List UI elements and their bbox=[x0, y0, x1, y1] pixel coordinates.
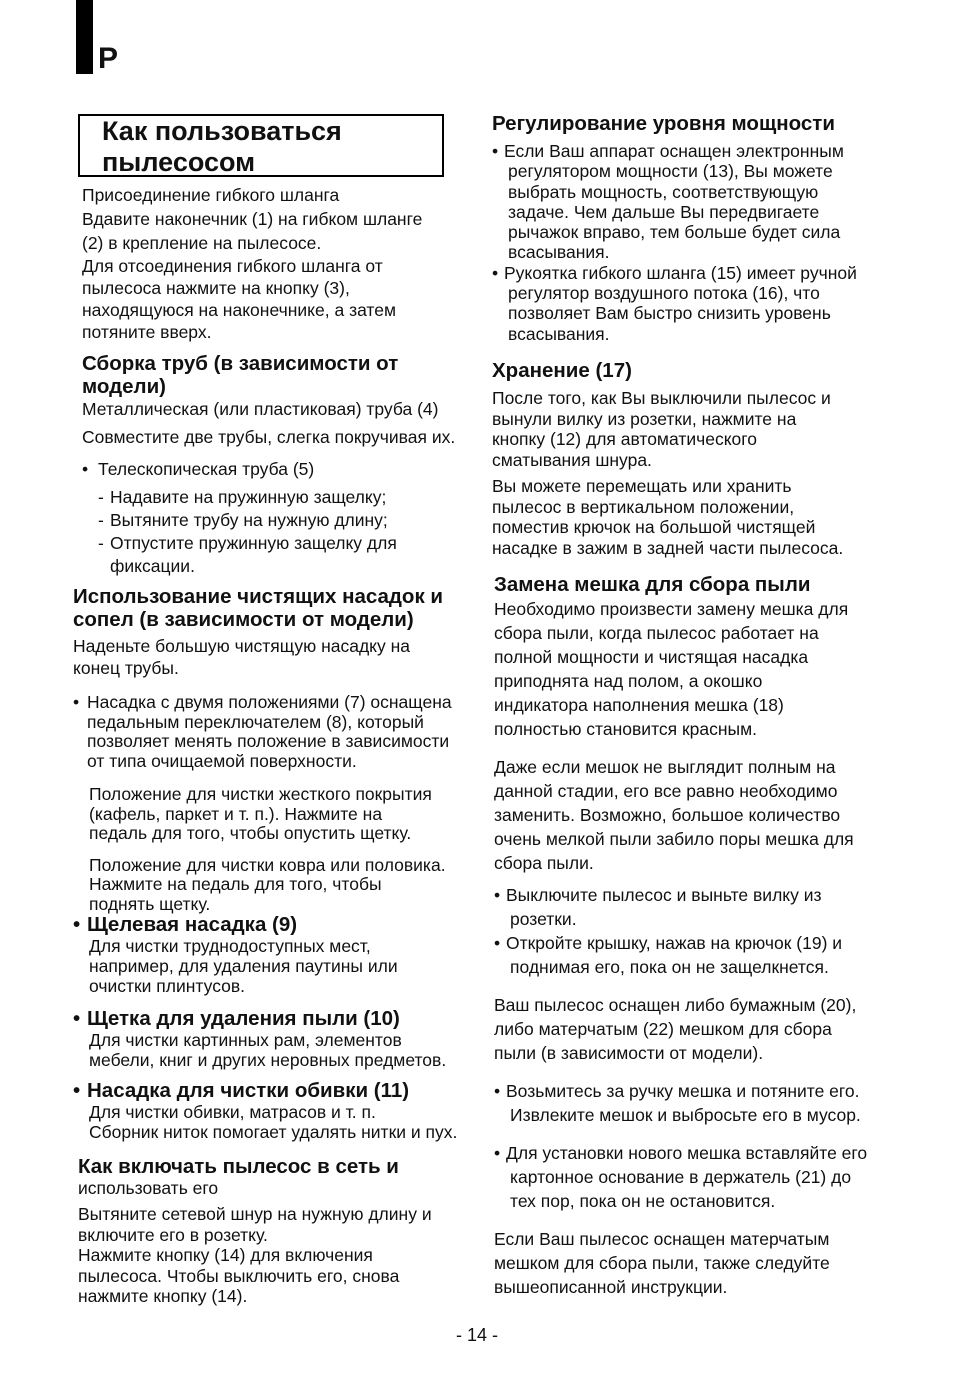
list-item: • Рукоятка гибкого шланга (15) имеет ручной bbox=[492, 263, 882, 283]
upholstery-line: Сборник ниток помогает удалять нитки и пух. bbox=[89, 1122, 458, 1142]
power-section bbox=[78, 1155, 473, 1307]
list-item-continuation: розетки. bbox=[510, 909, 577, 929]
tubes-section bbox=[82, 352, 474, 578]
storage-line: Вы можете перемещать или хранить bbox=[492, 476, 792, 496]
list-item-continuation: регулятором мощности (13), Вы можете bbox=[508, 161, 833, 182]
storage-line: пылесос в вертикальном положении, bbox=[492, 496, 795, 517]
power-line: включите его в розетку. bbox=[78, 1224, 268, 1245]
bag-line: Ваш пылесос оснащен либо бумажным (20), bbox=[494, 995, 857, 1015]
section-title-box bbox=[78, 114, 444, 177]
tubes-line: Металлическая (или пластиковая) труба (4) bbox=[82, 399, 439, 419]
suction-heading: Регулирование уровня мощности bbox=[492, 112, 835, 135]
bag-line: данной стадии, его все равно необходимо bbox=[494, 781, 838, 801]
position-carpet: Нажмите на педаль для того, чтобы bbox=[89, 874, 382, 894]
list-item-continuation: педальным переключателем (8), который bbox=[87, 711, 424, 732]
bag-line: Необходимо произвести замену мешка для bbox=[494, 599, 849, 619]
bag-line: вышеописанной инструкции. bbox=[494, 1277, 728, 1297]
bag-line: сбора пыли. bbox=[494, 853, 594, 873]
tubes-heading: Сборка труб (в зависимости от bbox=[82, 352, 399, 375]
bag-line: полной мощности и чистящая насадка bbox=[494, 647, 809, 667]
bag-line: либо матерчатым (22) мешком для сбора bbox=[494, 1019, 832, 1039]
position-carpet: поднять щетку. bbox=[89, 893, 211, 914]
power-subheading: использовать его bbox=[78, 1178, 219, 1198]
crevice-heading: • Щелевая насадка (9) bbox=[73, 913, 473, 936]
storage-line: сматывания шнура. bbox=[492, 449, 652, 470]
list-item-continuation: от типа очищаемой поверхности. bbox=[87, 750, 357, 771]
bag-line: Даже если мешок не выглядит полным на bbox=[494, 757, 836, 777]
hose-line: Присоединение гибкого шланга bbox=[82, 185, 340, 205]
storage-heading: Хранение (17) bbox=[492, 359, 632, 382]
hose-line: потяните вверх. bbox=[82, 322, 212, 342]
bag-line: очень мелкой пыли забило поры мешка для bbox=[494, 829, 854, 849]
list-item-continuation: позволяет менять положение в зависимости bbox=[87, 731, 450, 751]
page-title-line-1: Как пользоваться bbox=[102, 116, 342, 146]
bag-line: пыли (в зависимости от модели). bbox=[494, 1043, 764, 1063]
list-item-continuation: задаче. Чем дальше Вы передвигаете bbox=[508, 201, 820, 222]
suction-section bbox=[492, 112, 882, 344]
nozzles-line: Наденьте большую чистящую насадку на bbox=[73, 636, 411, 656]
tubes-line: Совместите две трубы, слегка покручивая их. bbox=[82, 427, 456, 447]
list-item: - Отпустите пружинную защелку для bbox=[98, 532, 474, 555]
list-item: • Если Ваш аппарат оснащен электронным bbox=[492, 141, 882, 161]
hose-line: Вдавите наконечник (1) на гибком шланге bbox=[82, 209, 423, 229]
storage-line: кнопку (12) для автоматического bbox=[492, 429, 758, 449]
list-item-continuation: регулятор воздушного потока (16), что bbox=[508, 283, 820, 304]
storage-line: После того, как Вы выключили пылесос и bbox=[492, 388, 831, 408]
bag-line: полностью становится красным. bbox=[494, 719, 757, 739]
storage-line: вынули вилку из розетки, нажмите на bbox=[492, 408, 797, 429]
storage-line: поместив крючок на большой чистящей bbox=[492, 517, 816, 537]
nozzles-heading: сопел (в зависимости от модели) bbox=[73, 608, 414, 631]
upholstery-section bbox=[73, 1079, 473, 1142]
brush-line: мебели, книг и других неровных предметов. bbox=[89, 1050, 447, 1070]
bag-section bbox=[494, 573, 884, 1299]
crevice-line: очистки плинтусов. bbox=[89, 976, 246, 996]
list-item-continuation: позволяет Вам быстро снизить уровень bbox=[508, 303, 831, 324]
language-letter: P bbox=[98, 42, 119, 75]
hose-line: находящуюся на наконечнике, а затем bbox=[82, 300, 397, 320]
position-hard-floor: Положение для чистки жесткого покрытия bbox=[89, 784, 432, 804]
bag-line: заменить. Возможно, большое количество bbox=[494, 805, 841, 825]
position-hard-floor: педаль для того, чтобы опустить щетку. bbox=[89, 823, 412, 843]
position-carpet: Положение для чистки ковра или половика. bbox=[89, 854, 446, 875]
list-item-continuation: тех пор, пока он не остановится. bbox=[510, 1191, 776, 1211]
list-item-continuation: поднимая его, пока он не защелкнется. bbox=[510, 957, 829, 977]
bag-line: мешком для сбора пыли, также следуйте bbox=[494, 1253, 830, 1273]
list-item-continuation: выбрать мощность, соответствующую bbox=[508, 181, 819, 202]
upholstery-line: Для чистки обивки, матрасов и т. п. bbox=[89, 1102, 376, 1122]
crevice-line: например, для удаления паутины или bbox=[89, 956, 398, 976]
bag-heading: Замена мешка для сбора пыли bbox=[494, 573, 811, 596]
page-number: - 14 - bbox=[455, 1325, 498, 1345]
list-item: • Для установки нового мешка вставляйте его bbox=[494, 1141, 884, 1165]
list-item-continuation: всасывания. bbox=[508, 242, 610, 263]
position-hard-floor: (кафель, паркет и т. п.). Нажмите на bbox=[89, 803, 383, 824]
power-line: Нажмите кнопку (14) для включения bbox=[78, 1245, 373, 1265]
bag-line: приподнята над полом, а окошко bbox=[494, 671, 763, 691]
nozzles-heading: Использование чистящих насадок и bbox=[73, 585, 444, 608]
brush-section bbox=[73, 1007, 473, 1070]
upholstery-heading: • Насадка для чистки обивки (11) bbox=[73, 1079, 473, 1102]
list-item: • Откройте крышку, нажав на крючок (19) и bbox=[494, 931, 884, 955]
crevice-section bbox=[73, 913, 473, 996]
list-item-continuation: картонное основание в держатель (21) до bbox=[510, 1167, 852, 1187]
brush-line: Для чистки картинных рам, элементов bbox=[89, 1030, 402, 1050]
crevice-line: Для чистки труднодоступных мест, bbox=[89, 936, 371, 956]
list-item-continuation: Извлеките мешок и выбросьте его в мусор. bbox=[510, 1105, 861, 1125]
hose-line: пылесоса нажмите на кнопку (3), bbox=[82, 278, 350, 298]
list-item: • Выключите пылесос и выньте вилку из bbox=[494, 883, 884, 907]
storage-line: насадке в зажим в задней части пылесоса. bbox=[492, 537, 844, 558]
storage-section bbox=[492, 359, 882, 558]
power-line: пылесоса. Чтобы выключить его, снова bbox=[78, 1265, 400, 1286]
language-tab-bar bbox=[76, 0, 93, 74]
bag-line: Если Ваш пылесос оснащен матерчатым bbox=[494, 1229, 830, 1249]
list-item: • Насадка с двумя положениями (7) оснащена bbox=[73, 693, 473, 713]
list-item: • Телескопическая труба (5) bbox=[82, 458, 474, 480]
list-item-continuation: рычажок вправо, тем больше будет сила bbox=[508, 222, 841, 243]
hose-line: Для отсоединения гибкого шланга от bbox=[82, 256, 383, 276]
hose-section bbox=[82, 184, 472, 343]
power-heading: Как включать пылесос в сеть и bbox=[78, 1155, 399, 1178]
list-item-continuation: всасывания. bbox=[508, 323, 610, 344]
list-item: - Вытяните трубу на нужную длину; bbox=[98, 509, 474, 532]
nozzles-line: конец трубы. bbox=[73, 658, 179, 678]
nozzles-section bbox=[73, 585, 473, 914]
bag-line: сбора пыли, когда пылесос работает на bbox=[494, 623, 819, 643]
power-line: нажмите кнопку (14). bbox=[78, 1286, 248, 1306]
power-line: Вытяните сетевой шнур на нужную длину и bbox=[78, 1204, 432, 1224]
bag-line: индикатора наполнения мешка (18) bbox=[494, 695, 784, 715]
hose-line: (2) в крепление на пылесосе. bbox=[82, 233, 322, 253]
list-item-continuation: фиксации. bbox=[110, 556, 195, 576]
page-title-line-2: пылесосом bbox=[102, 147, 256, 177]
list-item: • Возьмитесь за ручку мешка и потяните его. bbox=[494, 1079, 884, 1103]
brush-heading: • Щетка для удаления пыли (10) bbox=[73, 1007, 473, 1030]
list-item: - Надавите на пружинную защелку; bbox=[98, 486, 474, 509]
tubes-heading: модели) bbox=[82, 375, 167, 398]
